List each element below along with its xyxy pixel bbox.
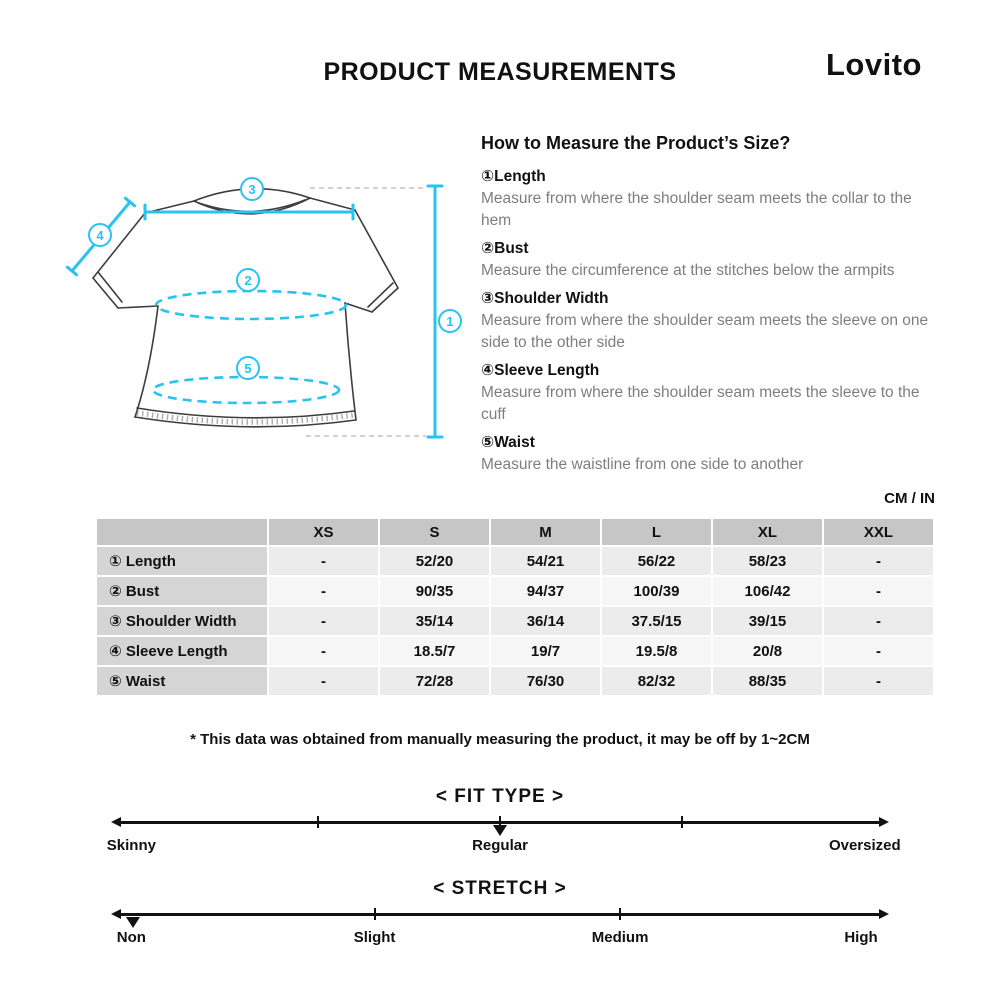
axis-left-arrow-icon	[111, 817, 121, 827]
cell: 88/35	[713, 667, 822, 695]
howto-item-desc: Measure from where the shoulder seam meets the sleeve on one side to the other side	[481, 312, 929, 351]
page-title: PRODUCT MEASUREMENTS	[323, 58, 677, 86]
fit-type-axis	[120, 821, 880, 824]
howto-title: How to Measure the Product’s Size?	[481, 133, 791, 153]
row-label: ④ Sleeve Length	[97, 637, 267, 665]
cell: 18.5/7	[380, 637, 489, 665]
axis-left-arrow-icon	[111, 909, 121, 919]
howto-item	[481, 360, 937, 426]
axis-tick	[374, 908, 376, 920]
waist-measure-ellipse	[153, 377, 339, 403]
cell: 52/20	[380, 547, 489, 575]
row-label: ① Length	[97, 547, 267, 575]
cell: 19.5/8	[602, 637, 711, 665]
cell: 20/8	[713, 637, 822, 665]
howto-item-label: ④Sleeve Length	[481, 362, 600, 379]
svg-text:1: 1	[446, 314, 454, 329]
table-row-bust	[97, 577, 933, 605]
col-header-m: M	[491, 519, 600, 545]
howto-item	[481, 166, 937, 232]
size-table	[95, 517, 935, 697]
axis-right-arrow-icon	[879, 909, 889, 919]
measure-badge-5	[237, 357, 259, 379]
table-header-row	[97, 519, 933, 545]
brand-logo: Lovito	[826, 47, 922, 82]
cell: 56/22	[602, 547, 711, 575]
cell: -	[824, 637, 933, 665]
svg-text:3: 3	[248, 182, 256, 197]
cell: 39/15	[713, 607, 822, 635]
measure-badge-1	[439, 310, 461, 332]
cell: 90/35	[380, 577, 489, 605]
axis-right-arrow-icon	[879, 817, 889, 827]
howto-item-label: ①Length	[481, 168, 546, 185]
cell: -	[824, 577, 933, 605]
cell: -	[269, 637, 378, 665]
axis-tick	[681, 816, 683, 828]
cell: 76/30	[491, 667, 600, 695]
length-line	[428, 186, 442, 437]
cell: 58/23	[713, 547, 822, 575]
fit-type-scale	[0, 786, 1000, 857]
svg-text:5: 5	[244, 361, 252, 376]
stretch-scale	[0, 878, 1000, 949]
howto-item	[481, 432, 937, 476]
cell: -	[824, 607, 933, 635]
table-row-sleeve-length	[97, 637, 933, 665]
scale-label-regular: Regular	[472, 836, 528, 854]
cell: 54/21	[491, 547, 600, 575]
howto-item-desc: Measure the waistline from one side to another	[481, 456, 804, 473]
measure-badge-3	[241, 178, 263, 200]
scale-label-slight: Slight	[353, 928, 396, 946]
cell: 36/14	[491, 607, 600, 635]
axis-tick	[317, 816, 319, 828]
scale-label-oversized: Oversized	[828, 836, 901, 854]
row-label: ③ Shoulder Width	[97, 607, 267, 635]
axis-tick	[619, 908, 621, 920]
col-header-xxl: XXL	[824, 519, 933, 545]
cell: 37.5/15	[602, 607, 711, 635]
scale-label-skinny: Skinny	[106, 836, 156, 854]
tshirt-diagram-svg	[58, 172, 482, 464]
howto-item-desc: Measure the circumference at the stitches below the armpits	[481, 262, 895, 279]
shoulder-width-line	[145, 205, 353, 219]
tshirt-diagram	[58, 172, 482, 464]
bust-measure-ellipse	[156, 291, 346, 319]
svg-text:2: 2	[244, 273, 252, 288]
scale-label-medium: Medium	[591, 928, 649, 946]
cell: 72/28	[380, 667, 489, 695]
measurement-marks	[67, 186, 442, 437]
cell: -	[824, 547, 933, 575]
fit-type-labels	[106, 836, 901, 857]
howto-item-label: ③Shoulder Width	[481, 290, 609, 307]
howto-item	[481, 238, 937, 282]
howto-item-desc: Measure from where the shoulder seam meets the sleeve to the cuff	[481, 384, 920, 423]
col-header-blank	[97, 519, 267, 545]
stretch-axis	[120, 913, 880, 916]
cell: -	[269, 667, 378, 695]
howto-item-label: ②Bust	[481, 240, 529, 257]
howto-item-desc: Measure from where the shoulder seam meets the collar to the hem	[481, 190, 912, 229]
unit-label: CM / IN	[884, 490, 935, 507]
stretch-marker-icon	[126, 917, 140, 928]
row-label: ② Bust	[97, 577, 267, 605]
cell: 35/14	[380, 607, 489, 635]
scale-label-non: Non	[116, 928, 146, 946]
stretch-title: < STRETCH >	[433, 878, 567, 899]
row-label: ⑤ Waist	[97, 667, 267, 695]
cell: 106/42	[713, 577, 822, 605]
fit-type-title: < FIT TYPE >	[435, 786, 565, 807]
cell: 100/39	[602, 577, 711, 605]
stretch-labels	[116, 928, 880, 949]
measurement-disclaimer: * This data was obtained from manually measuring the product, it may be off by 1~2CM	[190, 731, 810, 748]
scale-label-high: High	[844, 928, 878, 946]
col-header-xs: XS	[269, 519, 378, 545]
howto-section	[481, 133, 937, 476]
svg-text:4: 4	[96, 228, 104, 243]
howto-item	[481, 288, 937, 354]
cell: 82/32	[602, 667, 711, 695]
howto-item-label: ⑤Waist	[481, 434, 535, 451]
cell: -	[269, 577, 378, 605]
col-header-s: S	[380, 519, 489, 545]
cell: 19/7	[491, 637, 600, 665]
measure-badge-2	[237, 269, 259, 291]
table-row-waist	[97, 667, 933, 695]
cell: -	[269, 547, 378, 575]
cell: -	[824, 667, 933, 695]
col-header-xl: XL	[713, 519, 822, 545]
fit-type-marker-icon	[493, 825, 507, 836]
cell: -	[269, 607, 378, 635]
cell: 94/37	[491, 577, 600, 605]
table-row-shoulder-width	[97, 607, 933, 635]
measure-badge-4	[89, 224, 111, 246]
col-header-l: L	[602, 519, 711, 545]
table-row-length	[97, 547, 933, 575]
tshirt-outline	[93, 189, 398, 427]
